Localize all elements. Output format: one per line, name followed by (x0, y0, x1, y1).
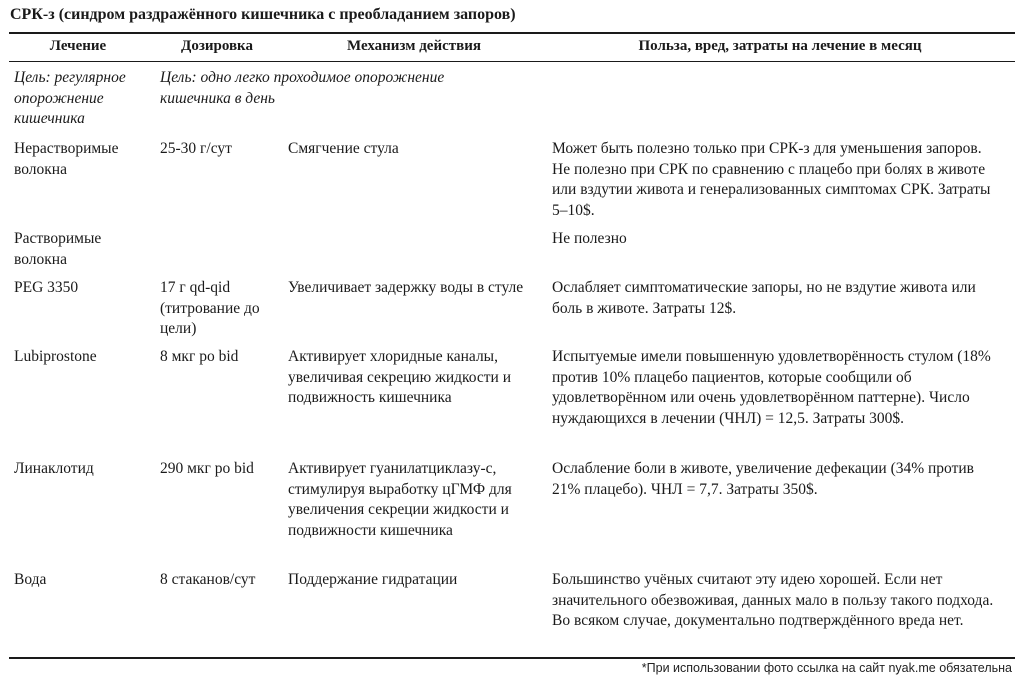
top-rule (9, 32, 1015, 34)
header-mechanism: Механизм действия (347, 38, 481, 54)
row-5-dosage: 8 стаканов/сут (160, 571, 256, 588)
row-0-benefit: Может быть полезно только при СРК-з для уменьшения запоров. Не полезно при СРК по сравнению с плацебо при болях в животе или вздутии живота и генерализованных симптомах СРК. Затраты 5–10$. (552, 140, 991, 219)
row-4-dosage: 290 мкг po bid (160, 460, 254, 477)
header-benefit: Польза, вред, затраты на лечение в месяц (638, 38, 922, 54)
row-5-benefit: Большинство учёных считают эту идею хорошей. Если нет значительного обезвоживая, данных мало в пользу такого подхода. Во всяком случае, документально подтверждённого вреда нет. (552, 571, 994, 629)
row-4-mechanism: Активирует гуанилатциклазу-с, стимулируя выработку цГМФ для увеличения секреции жидкости и подвижности кишечника (288, 460, 512, 539)
footer-note: *При использовании фото ссылка на сайт nyak.me обязательна (641, 661, 1012, 675)
row-5-treatment: Вода (14, 571, 47, 588)
row-0-dosage: 25-30 г/сут (160, 140, 232, 157)
row-3-treatment: Lubiprostone (14, 348, 97, 365)
goal-dosage: Цель: одно легко проходимое опорожнение кишечника в день (160, 69, 445, 107)
row-3-mechanism: Активирует хлоридные каналы, увеличивая секрецию жидкости и подвижность кишечника (288, 348, 512, 406)
row-2-mechanism: Увеличивает задержку воды в стуле (288, 279, 524, 296)
header-rule (9, 61, 1015, 62)
row-0-treatment: Нерастворимые волокна (14, 140, 119, 178)
row-3-dosage: 8 мкг po bid (160, 348, 239, 365)
row-2-dosage: 17 г qd-qid (титрование до цели) (160, 279, 260, 337)
row-2-benefit: Ослабляет симптоматические запоры, но не вздутие живота или боль в животе. Затраты 12$. (552, 279, 976, 317)
row-3-benefit: Испытуемые имели повышенную удовлетворённость стулом (18% против 10% плацебо пациентов, которые сообщили об удовлетворённом или очень удовлетворённом паттерне). Число нуждающихся в лечении (ЧНЛ) = 12,5. Затраты 300$. (552, 348, 991, 427)
row-0-mechanism: Смягчение стула (288, 140, 399, 157)
header-dosage: Дозировка (181, 38, 253, 54)
row-1-benefit: Не полезно (552, 230, 627, 247)
row-4-treatment: Линаклотид (14, 460, 94, 477)
bottom-rule (9, 657, 1015, 659)
row-4-benefit: Ослабление боли в животе, увеличение дефекации (34% против 21% плацебо). ЧНЛ = 7,7. Затраты 350$. (552, 460, 974, 498)
header-treatment: Лечение (49, 38, 107, 54)
row-5-mechanism: Поддержание гидратации (288, 571, 458, 588)
goal-treatment: Цель: регулярное опорожнение кишечника (14, 69, 126, 127)
table-title: СРК-з (синдром раздражённого кишечника с преобладанием запоров) (10, 6, 516, 23)
row-1-treatment: Растворимые волокна (14, 230, 102, 268)
row-2-treatment: PEG 3350 (14, 279, 79, 296)
